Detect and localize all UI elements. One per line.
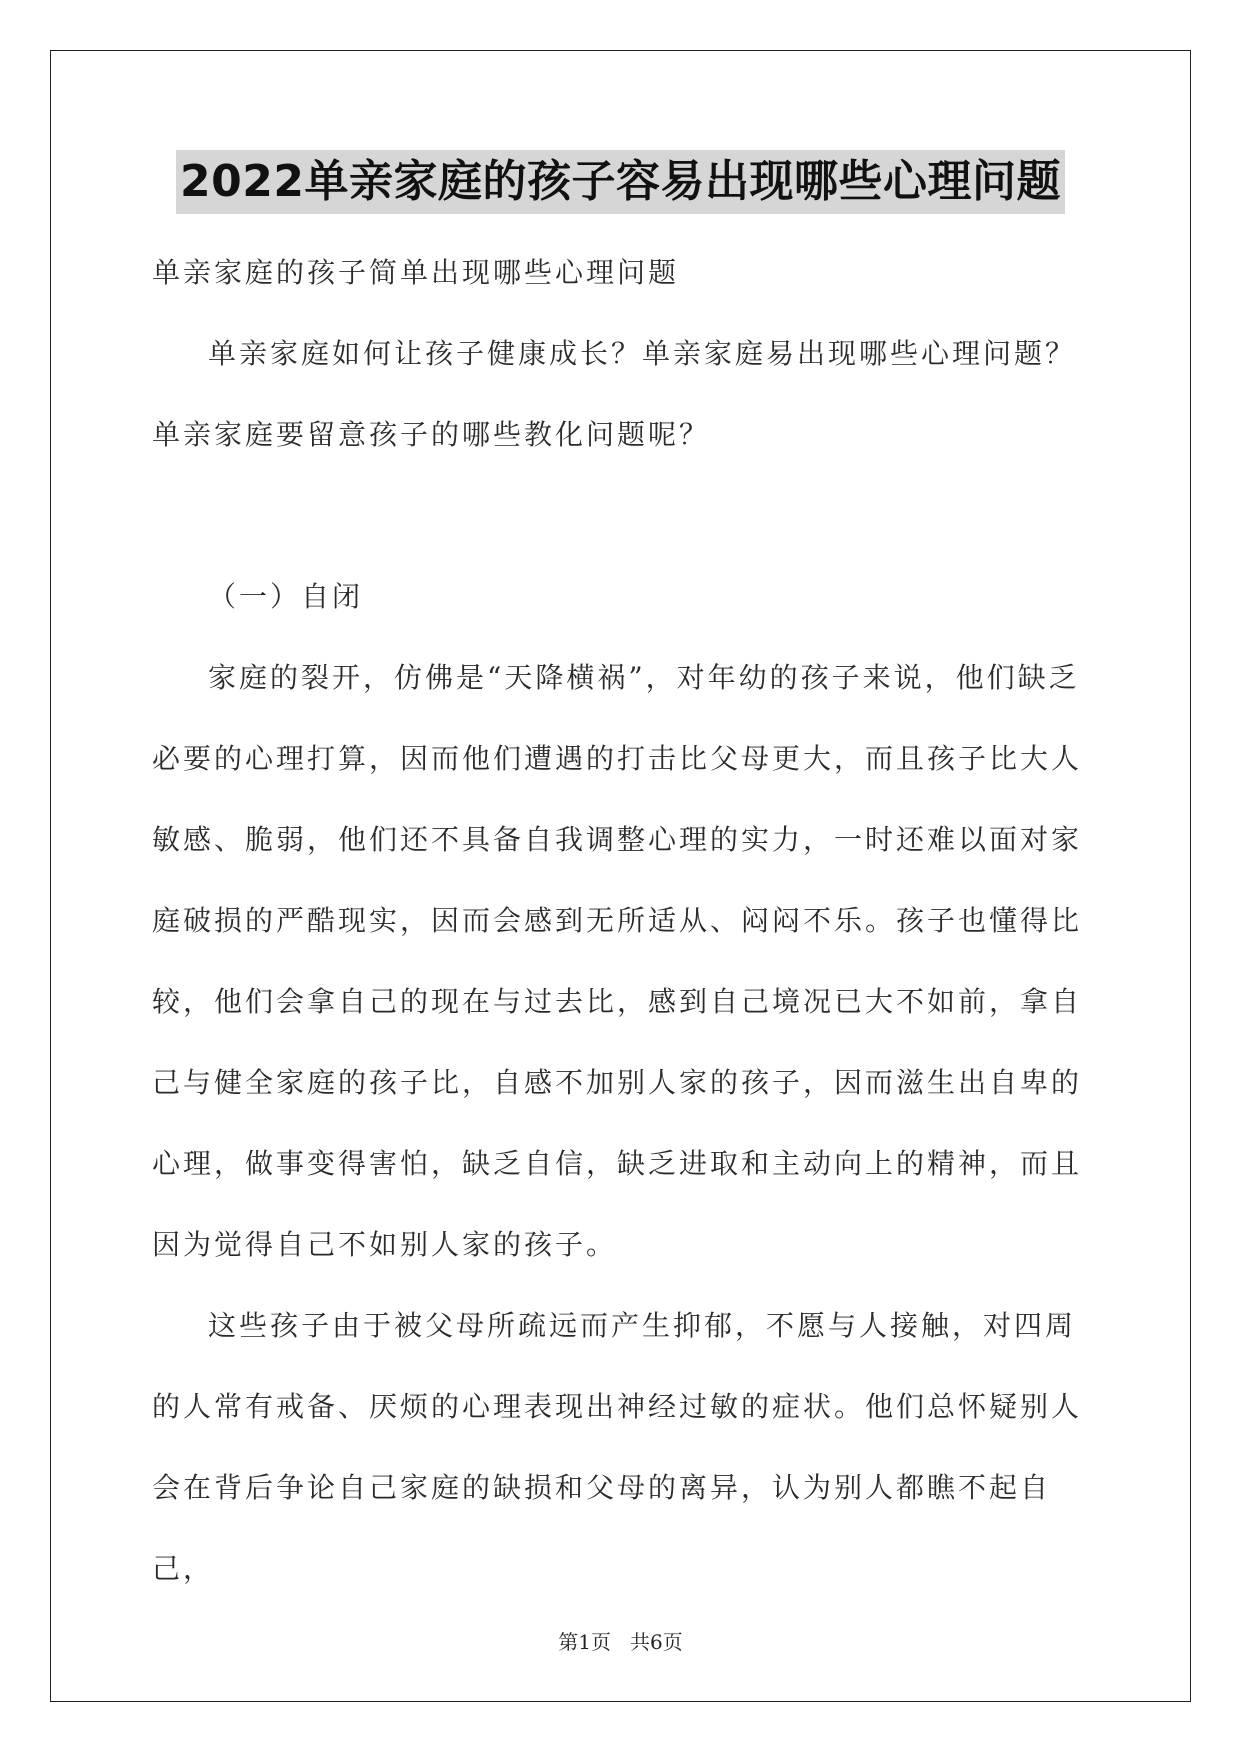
paragraph-intro: 单亲家庭如何让孩子健康成长？单亲家庭易出现哪些心理问题？单亲家庭要留意孩子的哪些教化问题呢？ (152, 337, 1077, 451)
paragraph-gap (152, 475, 1092, 556)
paragraph-family-split: 家庭的裂开，仿佛是“天降横祸”，对年幼的孩子来说，他们缺乏必要的心理打算，因而他们遭遇的打击比父母更大，而且孩子比大人敏感、脆弱，他们还不具备自我调整心理的实力，一时还难以面对家庭破损的严酷现实，因而会感到无所适从、闷闷不乐。孩子也懂得比较，他们会拿自己的现在与过去比，感到自己境况已大不如前，拿自己与健全家庭的孩子比，自感不加别人家的孩子，因而滋生出自卑的心理，做事变得害怕，缺乏自信，缺乏进取和主动向上的精神，而且因为觉得自己不如别人家的孩子。 (152, 661, 1083, 1261)
page-number: 第1页 共6页 (558, 1630, 683, 1654)
section-heading: （一）自闭 (208, 580, 364, 613)
paragraph-depression: 这些孩子由于被父母所疏远而产生抑郁，不愿与人接触，对四周的人常有戒备、厌烦的心理表现出神经过敏的症状。他们总怀疑别人会在背后争论自己家庭的缺损和父母的离异，认为别人都瞧不起自己， (152, 1309, 1083, 1585)
document-body (152, 232, 1092, 1609)
document-title: 2022单亲家庭的孩子容易出现哪些心理问题 (176, 150, 1065, 214)
document-title-block (0, 150, 1241, 214)
document-subtitle: 单亲家庭的孩子简单出现哪些心理问题 (152, 256, 680, 289)
page-footer (0, 1626, 1241, 1655)
